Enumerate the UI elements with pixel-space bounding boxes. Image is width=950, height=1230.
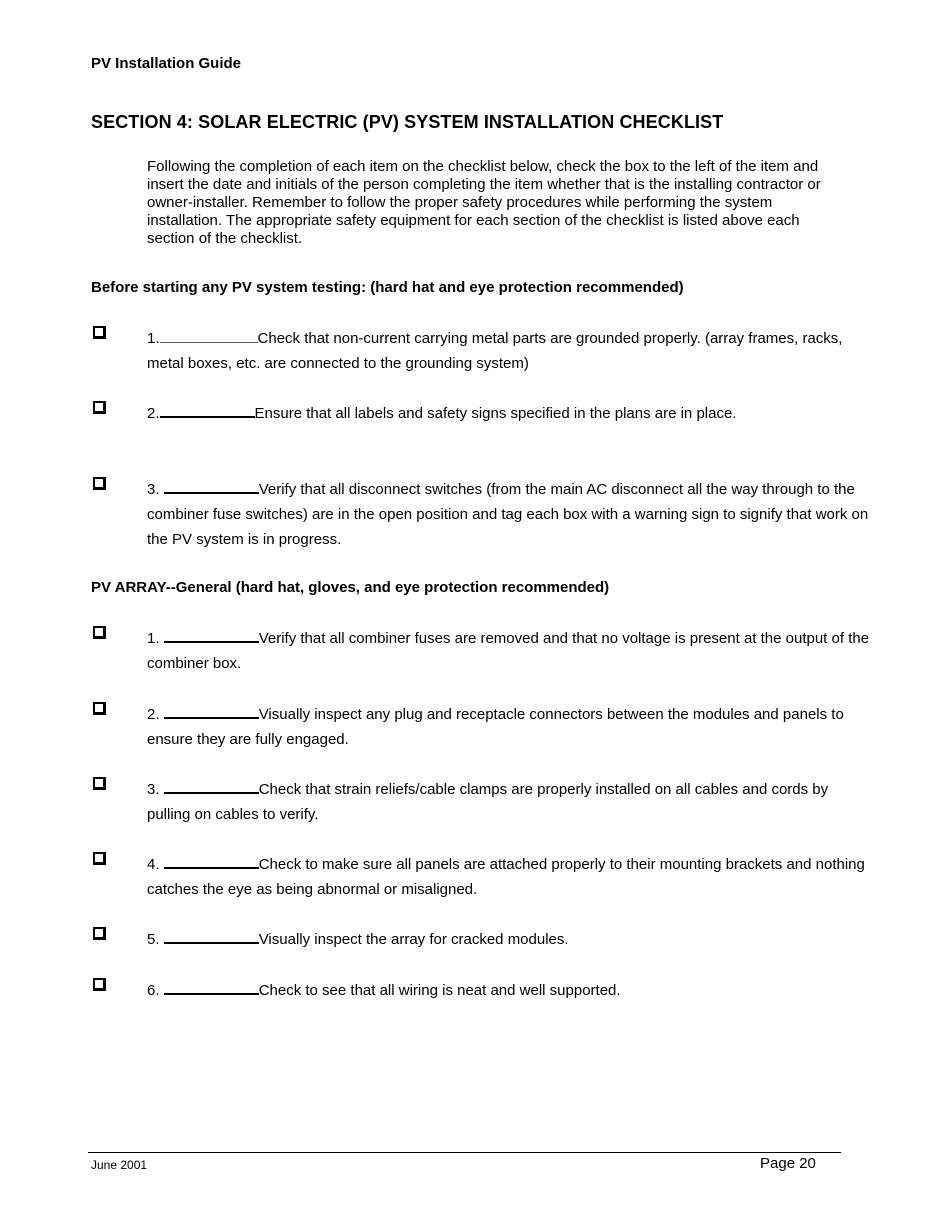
date-initials-blank[interactable] xyxy=(160,328,258,343)
section-title: SECTION 4: SOLAR ELECTRIC (PV) SYSTEM INSTALLATION CHECKLIST xyxy=(91,112,724,132)
item-text: Check to make sure all panels are attached properly to their mounting brackets and nothing catches the eye as being abnormal or misaligned. xyxy=(147,856,865,898)
checklist-item xyxy=(91,702,871,752)
item-number: 2. xyxy=(147,706,164,723)
intro-paragraph: Following the completion of each item on the checklist below, check the box to the left of the item and insert the date and initials of the person completing the item whether that is the installing contractor or owner-installer. Remember to follow the proper safety procedures while performing the system installation. The appropriate safety equipment for each section of the checklist is listed above each section of the checklist. xyxy=(147,158,821,247)
item-text: Visually inspect the array for cracked modules. xyxy=(258,931,569,948)
checkbox[interactable] xyxy=(93,401,106,414)
item-number: 3. xyxy=(147,481,164,498)
item-text: Verify that all disconnect switches (from the main AC disconnect all the way through to the combiner fuse switches) are in the open position and tag each box with a warning sign to signify that work on the PV system is in progress. xyxy=(147,481,869,548)
checkbox[interactable] xyxy=(93,326,106,339)
checklist-item xyxy=(91,326,871,376)
checklist-item xyxy=(91,401,871,426)
checklist-item xyxy=(91,626,871,676)
item-number: 1. xyxy=(147,630,164,647)
checkbox[interactable] xyxy=(93,702,106,715)
item-number: 6. xyxy=(147,982,164,999)
item-text: Check that non-current carrying metal parts are grounded properly. (array frames, racks, metal boxes, etc. are connected to the grounding system) xyxy=(147,330,843,372)
item-text: Visually inspect any plug and receptacle connectors between the modules and panels to ensure they are fully engaged. xyxy=(147,706,844,748)
checklist-item xyxy=(91,978,871,1003)
date-initials-blank[interactable] xyxy=(164,853,259,869)
page-number: Page 20 xyxy=(760,1155,816,1172)
page-header: PV Installation Guide xyxy=(91,55,242,72)
date-initials-blank[interactable] xyxy=(160,402,255,418)
checklist-item xyxy=(91,777,871,827)
date-initials-blank[interactable] xyxy=(164,703,259,719)
item-text: Ensure that all labels and safety signs specified in the plans are in place. xyxy=(254,405,737,422)
group1-heading: Before starting any PV system testing: (hard hat and eye protection recommended) xyxy=(91,279,684,296)
checklist-item xyxy=(91,477,871,552)
checkbox[interactable] xyxy=(93,777,106,790)
item-number: 2. xyxy=(147,405,160,422)
item-text: Check to see that all wiring is neat and well supported. xyxy=(258,982,621,999)
date-initials-blank[interactable] xyxy=(164,979,259,995)
item-number: 1. xyxy=(147,330,160,347)
date-initials-blank[interactable] xyxy=(164,627,259,643)
item-number: 5. xyxy=(147,931,164,948)
group2-heading: PV ARRAY--General (hard hat, gloves, and eye protection recommended) xyxy=(91,579,610,596)
item-number: 3. xyxy=(147,781,164,798)
checklist-item xyxy=(91,852,871,902)
checkbox[interactable] xyxy=(93,852,106,865)
checkbox[interactable] xyxy=(93,477,106,490)
checkbox[interactable] xyxy=(93,978,106,991)
item-text: Verify that all combiner fuses are removed and that no voltage is present at the output of the combiner box. xyxy=(147,630,870,672)
date-initials-blank[interactable] xyxy=(164,778,259,794)
date-initials-blank[interactable] xyxy=(164,928,259,944)
checklist-item xyxy=(91,927,871,952)
item-text: Check that strain reliefs/cable clamps are properly installed on all cables and cords by pulling on cables to verify. xyxy=(147,781,829,823)
date-initials-blank[interactable] xyxy=(164,478,259,494)
item-number: 4. xyxy=(147,856,164,873)
checkbox[interactable] xyxy=(93,626,106,639)
checkbox[interactable] xyxy=(93,927,106,940)
footer-date: June 2001 xyxy=(91,1158,148,1172)
footer-divider xyxy=(88,1152,841,1153)
